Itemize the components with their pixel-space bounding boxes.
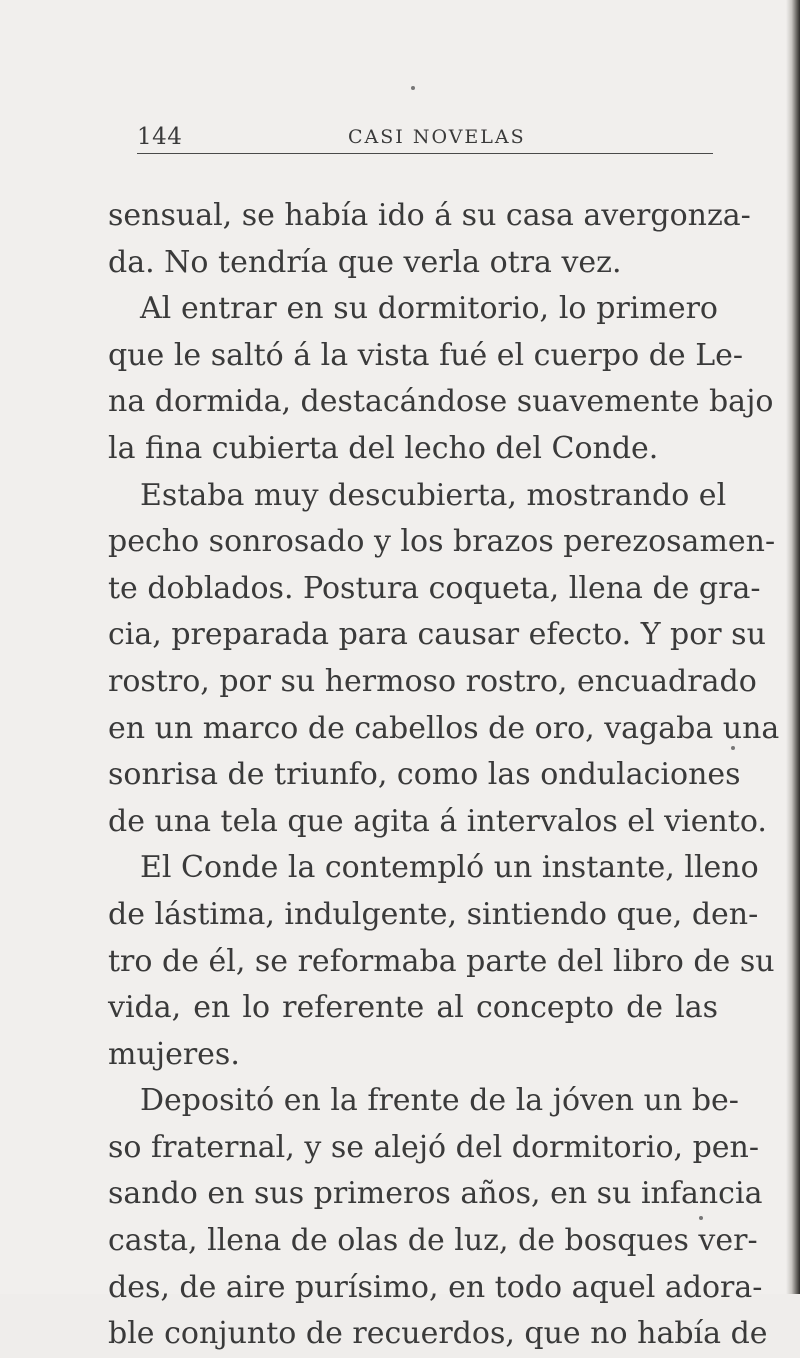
text-line: El Conde la contempló un instante, lleno [140,850,759,886]
text-line: la fina cubierta del lecho del Conde. [108,430,659,466]
running-title: CASI NOVELAS [348,126,526,148]
text-line: te doblados. Postura coqueta, llena de gra- [108,570,761,606]
text-line: de lástima, indulgente, sintiendo que, den- [108,896,759,932]
text-line: na dormida, destacándose suavemente bajo [108,384,774,420]
text-line: en un marco de cabellos de oro, vagaba una [108,710,780,746]
text-line: sando en sus primeros años, en su infancia [108,1176,763,1212]
text-line: des, de aire purísimo, en todo aquel adora- [108,1269,763,1305]
body-text [108,193,780,1358]
text-line: sonrisa de triunfo, como las ondulaciones [108,757,741,793]
paper-speck [699,1216,703,1220]
text-line: da. No tendría que verla otra vez. [108,244,622,280]
text-line: ble conjunto de recuerdos, que no había de [108,1316,768,1352]
text-line: Al entrar en su dormitorio, lo primero [140,291,718,327]
text-line: Estaba muy descubierta, mostrando el [140,477,727,513]
text-line: cia, preparada para causar efecto. Y por su [108,617,766,653]
paper-speck [731,746,735,750]
text-line: Depositó en la frente de la jóven un be- [140,1083,739,1119]
page-number: 144 [137,124,183,150]
paper-speck [411,86,415,90]
running-head [137,124,712,154]
text-line: rostro, por su hermoso rostro, encuadrado [108,663,757,699]
text-line: vida, en lo referente al concepto de las [108,990,718,1026]
page-edge-shadow [786,0,800,1294]
text-line: so fraternal, y se alejó del dormitorio, pen- [108,1129,759,1165]
text-line: mujeres. [108,1036,240,1072]
text-line: casta, llena de olas de luz, de bosques ver- [108,1223,758,1259]
text-line: sensual, se había ido á su casa avergonza- [108,198,751,233]
header-rule [137,153,713,154]
text-line: que le saltó á la vista fué el cuerpo de Le- [108,337,744,373]
text-line: pecho sonrosado y los brazos perezosamen- [108,524,776,560]
text-line: tro de él, se reformaba parte del libro de su [108,943,775,979]
text-line: de una tela que agita á intervalos el viento. [108,803,767,839]
